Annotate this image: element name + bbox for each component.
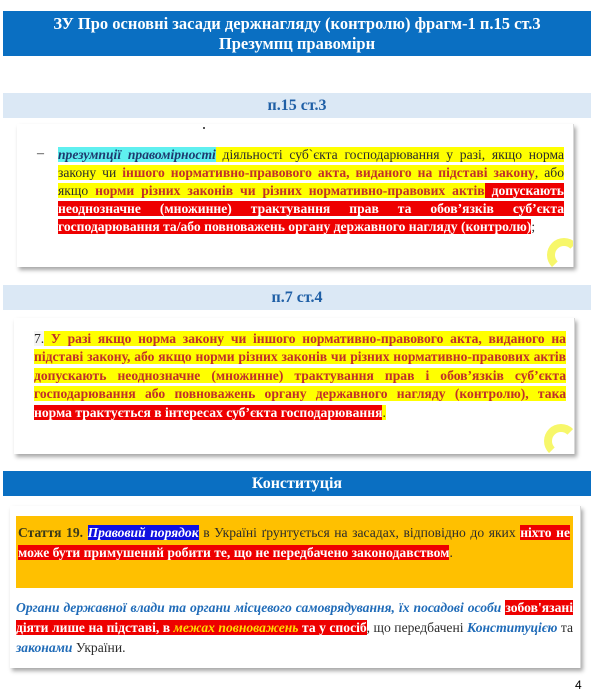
decorative-arc <box>547 238 574 267</box>
section-heading-p7-st4: п.7 ст.4 <box>3 285 591 310</box>
text-segment: України. <box>72 640 126 655</box>
text-segment-emphasis: зобов'язані діяти лише на підставі, в <box>16 600 573 635</box>
slide-title-banner <box>3 11 591 56</box>
article-label: Стаття 19. <box>18 525 84 540</box>
article-19-block <box>16 516 573 588</box>
text-segment-emphasis: та у спосіб <box>298 620 367 635</box>
term-laws: законами <box>16 640 73 655</box>
excerpt-card-constitution <box>10 506 581 668</box>
text-spacer <box>44 331 51 346</box>
text-segment: діяльності суб`єкта господарювання у разі, якщо норма закону чи <box>58 147 564 180</box>
text-segment: . <box>449 544 453 560</box>
text-segment: , що передбачені <box>366 620 467 635</box>
term-legal-order: Правовий порядок <box>87 525 199 540</box>
text-segment-highlighted: У разі якщо норма закону чи іншого нормативно-правового акта, виданого на підставі закону, або якщо норми різних законів чи різних нормативно-правових актів допускають неоднозначне (множинне) трактування прав і обов’язків суб’єкта господарювання або повноважень органу державного нагляду (контролю), така <box>34 331 566 402</box>
decorative-arc <box>544 424 575 454</box>
term-constitution: Конституцією <box>467 620 558 635</box>
term-within-powers: межах повноважень <box>173 620 299 635</box>
slide-title-line-2: Презумпц правомірн <box>218 34 376 53</box>
text-segment: в Україні ґрунтується на засадах, відповідно до яких <box>198 525 521 540</box>
excerpt-card-p7-st4 <box>14 318 575 454</box>
bullet-dash: – <box>37 146 44 161</box>
excerpt-text-p7 <box>34 330 566 422</box>
slide-title-line-1: ЗУ Про основні засади держнагляду (контролю) фрагм-1 п.15 ст.3 <box>53 14 541 33</box>
section-heading-constitution: Конституція <box>3 471 591 496</box>
term-authorities: Органи державної влади та органи місцевого самоврядування, їх посадові особи <box>16 600 502 615</box>
item-number: 7. <box>34 331 45 346</box>
text-segment-highlighted: іншого нормативно-правового акта, виданого на підставі закону <box>122 165 535 180</box>
text-segment: ; <box>531 219 536 234</box>
text-segment-emphasis: ніхто не може бути примушений робити те, що не передбачено законодавством <box>18 525 570 560</box>
text-segment: . <box>382 404 386 420</box>
decorative-dot <box>203 127 205 129</box>
term-presumption: презумпції правомірності <box>58 147 216 162</box>
article-19-text <box>18 523 570 562</box>
excerpt-card-p15-st3 <box>17 124 574 267</box>
text-segment-emphasis: допускають неоднозначне (множинне) трактування прав та обов’язків суб’єкта господарювання та/або повноважень органу державного нагляду (контролю) <box>58 183 564 234</box>
page-number: 4 <box>575 678 582 692</box>
excerpt-text-p15 <box>58 146 564 236</box>
text-segment: , або якщо <box>58 165 564 198</box>
text-segment-emphasis: норма трактується в інтересах суб’єкта господарювання <box>34 404 383 420</box>
text-segment: та <box>557 620 574 635</box>
article-19-part-2-text <box>16 598 573 658</box>
section-heading-p15-st3: п.15 ст.3 <box>3 93 591 118</box>
text-segment-highlighted: норми різних законів чи різних нормативно-правових актів <box>95 183 485 198</box>
